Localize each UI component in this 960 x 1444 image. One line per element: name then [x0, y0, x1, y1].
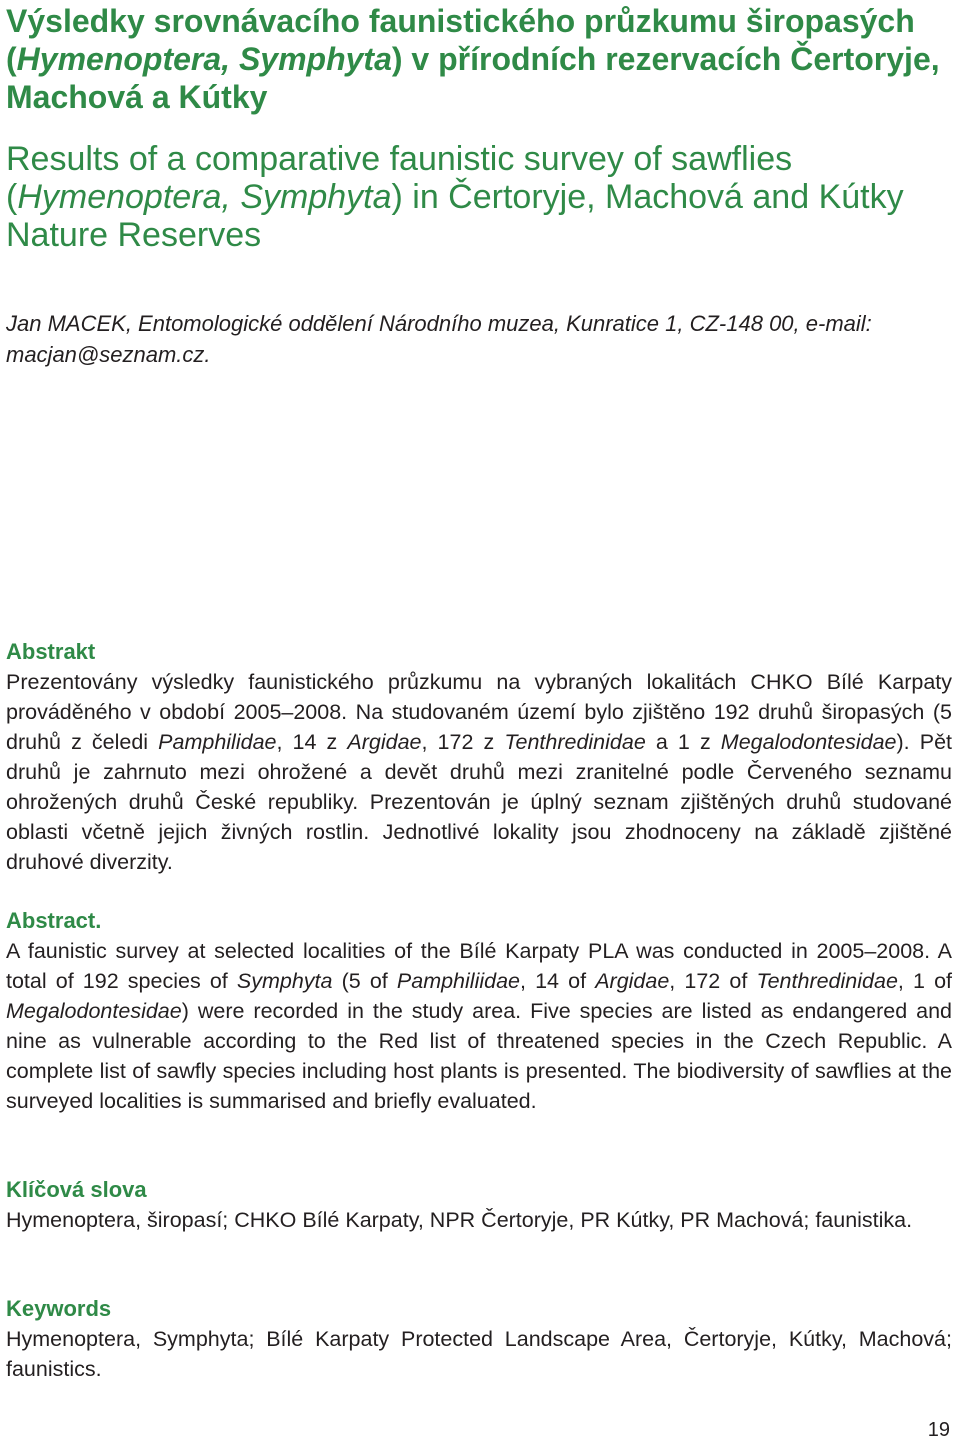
klicova-slova-heading: Klíčová slova: [6, 1177, 147, 1202]
abstrakt-text-run: Prezentovány výsledky faunistického průzkumu na vybraných lokalitách CHKO Bílé Karpaty prováděného v období 2005–2008. Na studovaném území bylo zjištěno 192 druhů širopasých (5 druhů z čeledi: [6, 670, 952, 754]
keywords-heading: Keywords: [6, 1296, 112, 1321]
abstract-text-run: , 14 of: [520, 969, 596, 993]
abstract-heading: Abstract.: [6, 908, 102, 933]
abstract-text-run: ) were recorded in the study area. Five species are listed as endangered and nine as vulnerable according to the Red list of threatened species in the Czech Republic. A complete list of sawfly species including host plants is presented. The biodiversity of sawflies at the surveyed localities is summarised and briefly evaluated.: [6, 999, 952, 1113]
title-english-part1: Results of a comparative faunistic survey of sawflies (: [6, 140, 793, 216]
abstrakt-section: [6, 637, 952, 877]
title-czech-part2: ) v přírodních rezervacích Čertoryje, Machová a Kútky: [6, 41, 940, 115]
abstrakt-text-run: ). Pět druhů je zahrnuto mezi ohrožené a devět druhů mezi zranitelné podle Červeného seznamu ohrožených druhů České republiky. Prezentován je úplný seznam zjištěných druhů studované oblasti včetně jejich živných rostlin. Jednotlivé lokality jsou zhodnoceny na základě zjištěné druhové diverzity.: [6, 730, 953, 874]
abstract-taxon: Argidae: [595, 969, 670, 993]
abstract-text-run: (5 of: [332, 969, 397, 993]
page-number: 19: [927, 1419, 950, 1441]
keywords-section: [6, 1294, 952, 1384]
abstract-taxon: Symphyta: [236, 969, 333, 993]
klicova-slova-text: Hymenoptera, širopasí; CHKO Bílé Karpaty, NPR Čertoryje, PR Kútky, PR Machová; faunistika.: [6, 1208, 913, 1232]
abstract-taxon: Pamphiliidae: [396, 969, 520, 993]
abstrakt-text-run: , 14 z: [276, 730, 348, 754]
abstract-taxon: Megalodontesidae: [6, 999, 182, 1023]
klicova-slova-section: [6, 1175, 952, 1235]
abstrakt-heading: Abstrakt: [6, 639, 96, 664]
article-page: [6, 0, 952, 1444]
keywords-text: Hymenoptera, Symphyta; Bílé Karpaty Protected Landscape Area, Čertoryje, Kútky, Machová; faunistics.: [6, 1327, 952, 1381]
title-english-part2: ) in Čertoryje, Machová and Kútky Nature Reserves: [6, 178, 904, 254]
title-czech-taxon: Hymenoptera, Symphyta: [16, 41, 392, 77]
abstract-text-run: , 172 of: [669, 969, 757, 993]
abstract-taxon: Tenthredinidae: [756, 969, 898, 993]
title-czech-part1: Výsledky srovnávacího faunistického průzkumu širopasých (: [6, 3, 915, 77]
author-affiliation: Jan MACEK, Entomologické oddělení Národního muzea, Kunratice 1, CZ-148 00, e-mail: macjan@seznam.cz.: [6, 311, 872, 367]
abstrakt-taxon: Tenthredinidae: [504, 730, 646, 754]
title-english-taxon: Hymenoptera, Symphyta: [17, 178, 392, 216]
abstrakt-taxon: Pamphilidae: [158, 730, 277, 754]
abstrakt-text-run: , 172 z: [421, 730, 505, 754]
title-czech: [6, 2, 952, 116]
abstract-text-run: , 1 of: [897, 969, 953, 993]
title-english: [6, 140, 952, 254]
abstract-text-run: A faunistic survey at selected localities of the Bílé Karpaty PLA was conducted in 2005–2008. A total of 192 species of: [6, 939, 952, 993]
abstrakt-taxon: Megalodontesidae: [720, 730, 897, 754]
abstract-text: [6, 936, 952, 1116]
abstract-section: [6, 906, 952, 1116]
abstrakt-text: [6, 667, 952, 877]
abstrakt-text-run: a 1 z: [645, 730, 721, 754]
abstrakt-taxon: Argidae: [347, 730, 422, 754]
